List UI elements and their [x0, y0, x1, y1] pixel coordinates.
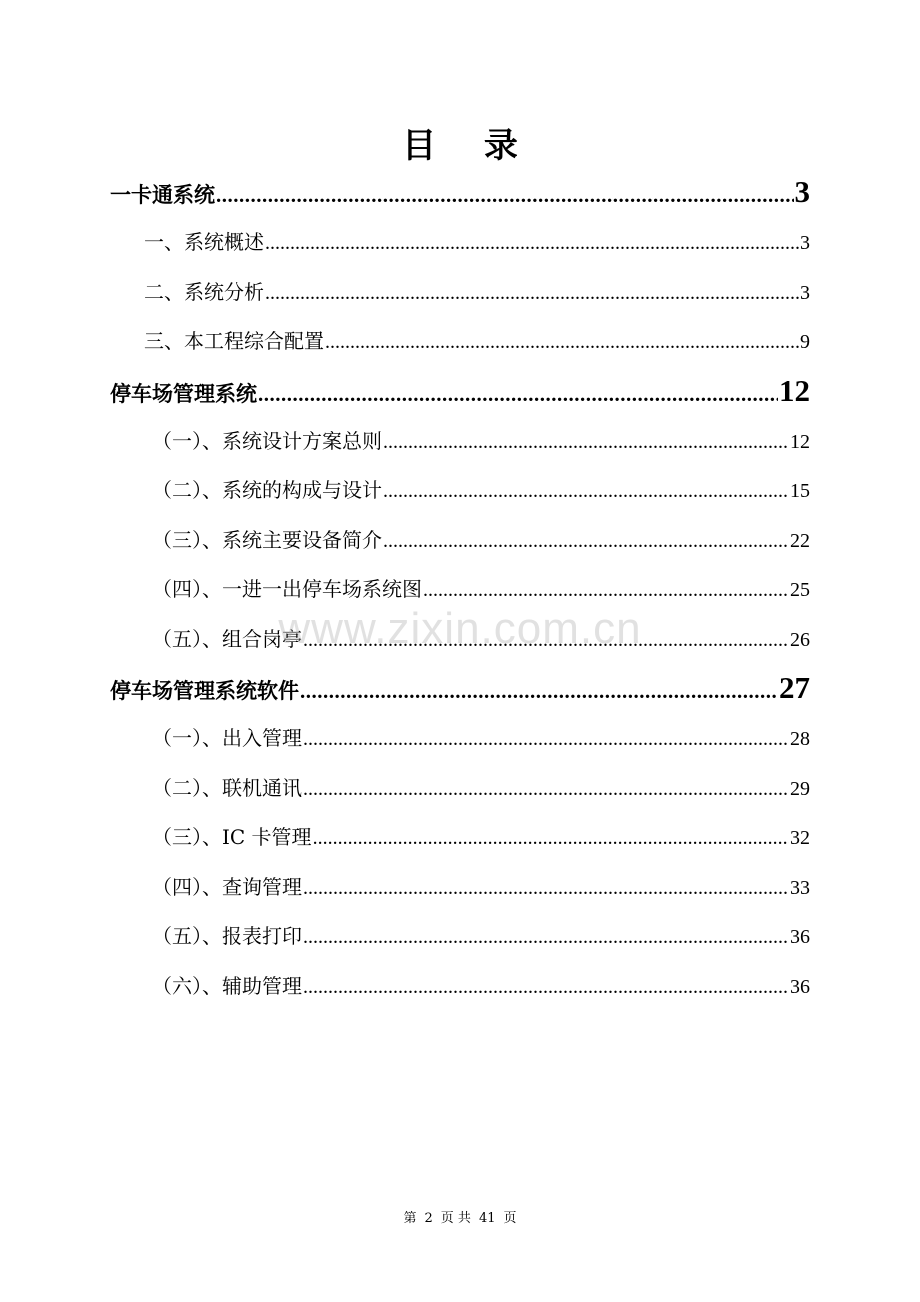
- toc-entry-label: 一、系统概述: [144, 230, 264, 254]
- toc-entry-label: （六）、辅助管理: [152, 973, 302, 998]
- toc-dot-leader: [258, 374, 778, 414]
- toc-dot-leader: [300, 671, 778, 711]
- toc-entry-page-number: 3: [794, 174, 810, 209]
- page-title: 目 录: [402, 126, 536, 166]
- toc-entry-page-number: 32: [790, 827, 810, 849]
- toc-section-entry[interactable]: [110, 619, 810, 669]
- toc-dot-leader: [265, 273, 799, 313]
- toc-section-entry[interactable]: [110, 867, 810, 917]
- toc-dot-leader: [313, 818, 789, 858]
- toc-section-entry[interactable]: [110, 421, 810, 471]
- toc-entry-label: （五）、报表打印: [152, 924, 302, 948]
- toc-entry-page-number: 12: [779, 372, 810, 408]
- toc-dot-leader: [303, 620, 789, 660]
- toc-entry-label: 停车场管理系统软件: [110, 678, 299, 703]
- toc-dot-leader: [383, 422, 789, 462]
- toc-entry-label: （一）、出入管理: [152, 726, 302, 750]
- toc-entry-label: 停车场管理系统: [110, 380, 257, 406]
- toc-section-entry[interactable]: [110, 520, 810, 570]
- toc-entry-page-number: 27: [779, 670, 810, 705]
- toc-section-entry[interactable]: [110, 718, 810, 768]
- toc-section-entry[interactable]: [110, 817, 810, 867]
- footer-prefix: 第: [403, 1211, 417, 1226]
- toc-section-entry[interactable]: [110, 569, 810, 619]
- toc-section-entry[interactable]: [110, 768, 810, 818]
- toc-entry-label: 一卡通系统: [110, 182, 215, 207]
- toc-entry-page-number: 25: [790, 579, 810, 601]
- toc-dot-leader: [265, 223, 799, 263]
- toc-section-entry[interactable]: [110, 222, 810, 272]
- toc-entry-label: 三、本工程综合配置: [144, 329, 324, 353]
- footer-suffix: 页: [503, 1211, 517, 1226]
- toc-dot-leader: [383, 521, 789, 561]
- watermark: www.zixin.com.cn: [278, 604, 642, 653]
- toc-entry-page-number: 29: [790, 777, 810, 800]
- toc-entry-page-number: 3: [800, 232, 810, 254]
- toc-entry-page-number: 3: [800, 281, 810, 304]
- toc-dot-leader: [383, 471, 789, 511]
- toc-entry-label: （五）、组合岗亭: [152, 626, 302, 651]
- toc-entry-page-number: 12: [790, 430, 810, 453]
- toc-entry-page-number: 15: [790, 480, 810, 502]
- toc-entry-label: （一）、系统设计方案总则: [152, 428, 382, 453]
- toc-entry-label: （二）、联机通讯: [152, 775, 302, 800]
- toc-entry-label: （三）、IC 卡管理: [152, 825, 312, 849]
- toc-dot-leader: [325, 322, 799, 362]
- page-footer: [0, 1207, 920, 1226]
- toc-entry-page-number: 36: [790, 926, 810, 948]
- toc-chapter-entry[interactable]: [110, 371, 810, 421]
- toc-dot-leader: [303, 769, 789, 809]
- toc-entry-page-number: 9: [800, 331, 810, 353]
- toc-chapter-entry[interactable]: [110, 668, 810, 718]
- toc-section-entry[interactable]: [110, 272, 810, 322]
- footer-total-pages: 41: [478, 1211, 496, 1226]
- table-of-contents: [110, 172, 810, 1015]
- toc-entry-label: （三）、系统主要设备简介: [152, 527, 382, 552]
- footer-middle: 页 共: [440, 1211, 471, 1226]
- toc-entry-label: （四）、查询管理: [152, 874, 302, 899]
- toc-dot-leader: [303, 868, 789, 908]
- toc-entry-label: 二、系统分析: [144, 279, 264, 304]
- toc-dot-leader: [303, 719, 789, 759]
- toc-dot-leader: [423, 570, 789, 610]
- toc-section-entry[interactable]: [110, 916, 810, 966]
- toc-dot-leader: [303, 967, 789, 1007]
- toc-entry-page-number: 36: [790, 975, 810, 998]
- toc-section-entry[interactable]: [110, 321, 810, 371]
- toc-dot-leader: [216, 175, 794, 215]
- footer-current-page: 2: [424, 1211, 433, 1226]
- toc-dot-leader: [303, 917, 789, 957]
- toc-entry-page-number: 22: [790, 529, 810, 552]
- toc-entry-label: （二）、系统的构成与设计: [152, 478, 382, 502]
- toc-section-entry[interactable]: [110, 470, 810, 520]
- toc-entry-label: （四）、一进一出停车场系统图: [152, 577, 422, 601]
- toc-entry-page-number: 33: [790, 876, 810, 899]
- toc-entry-page-number: 28: [790, 728, 810, 750]
- toc-section-entry[interactable]: [110, 966, 810, 1016]
- toc-chapter-entry[interactable]: [110, 172, 810, 222]
- toc-entry-page-number: 26: [790, 628, 810, 651]
